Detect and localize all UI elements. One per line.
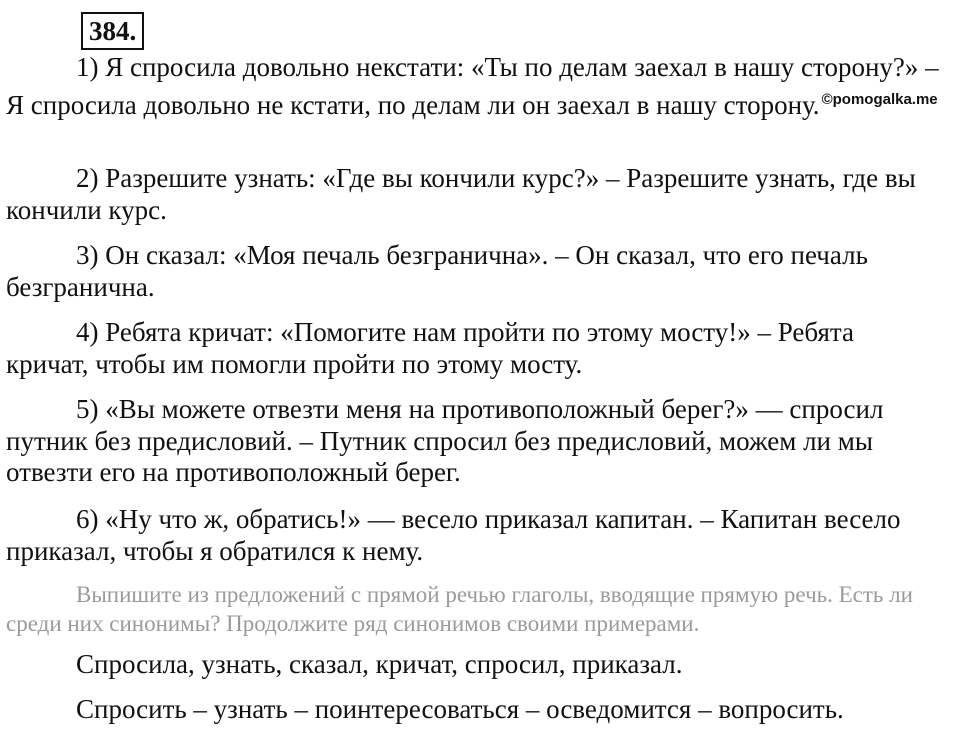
task-text: Выпишите из предложений с прямой речью глаголы, вводящие прямую речь. Есть ли среди них синонимы? Продолжите ряд синонимов своими примерами. — [6, 582, 913, 636]
answer-1 — [6, 649, 941, 681]
document-page — [6, 0, 946, 732]
answer-2 — [6, 694, 941, 726]
watermark: ©pomogalka.me — [821, 90, 938, 108]
answer-1-text: Спросила, узнать, сказал, кричат, спросил, приказал. — [76, 649, 683, 679]
item-5-text: 5) «Вы можете отвезти меня на противоположный берег?» — спросил путник без предисловий. – Путник спросил без предисловий, можем ли мы отвезти его на противоположный берег. — [6, 394, 884, 487]
item-4-text: 4) Ребята кричат: «Помогите нам пройти по этому мосту!» – Ребята кричат, чтобы им помогли пройти по этому мосту. — [6, 317, 854, 379]
item-4 — [6, 317, 941, 380]
item-3-text: 3) Он сказал: «Моя печаль безгранична». – Он сказал, что его печаль безгранична. — [6, 240, 868, 302]
item-2 — [6, 163, 941, 226]
answer-2-text: Спросить – узнать – поинтересоваться – осведомится – вопросить. — [76, 694, 844, 724]
exercise-number: 384. — [81, 12, 144, 50]
item-6-text: 6) «Ну что ж, обратись!» — весело приказал капитан. – Капитан весело приказал, чтобы я обратился к нему. — [6, 504, 901, 566]
task-instruction — [6, 580, 941, 638]
item-6 — [6, 504, 941, 567]
item-5 — [6, 394, 941, 489]
item-1-text: 1) Я спросила довольно некстати: «Ты по делам заехал в нашу сторону?» – Я спросила довольно не кстати, по делам ли он заехал в нашу сторону. — [6, 52, 939, 120]
item-2-text: 2) Разрешите узнать: «Где вы кончили курс?» – Разрешите узнать, где вы кончили курс. — [6, 163, 916, 225]
item-3 — [6, 240, 941, 303]
item-1 — [6, 52, 941, 121]
